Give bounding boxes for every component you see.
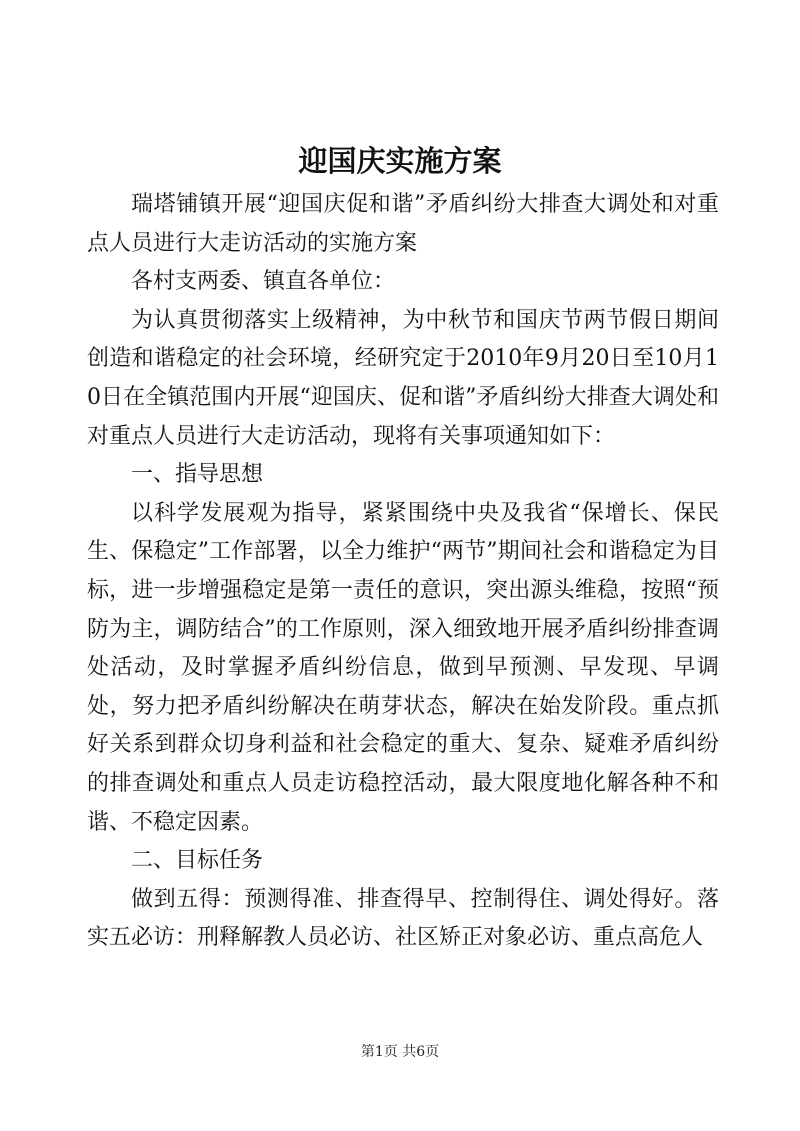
page-footer: 第1页 共6页 (360, 1044, 440, 1060)
document-body (87, 186, 719, 958)
paragraph-guiding-ideology: 以科学发展观为指导，紧紧围绕中央及我省“保增长、保民生、保稳定”工作部署，以全力维护“两节”期间社会和谐稳定为目标，进一步增强稳定是第一责任的意识，突出源头维稳，按照“预防为主，调防结合”的工作原则，深入细致地开展矛盾纠纷排查调处活动，及时掌握矛盾纠纷信息，做到早预测、早发现、早调处，努力把矛盾纠纷解决在萌芽状态，解决在始发阶段。重点抓好关系到群众切身利益和社会稳定的重大、复杂、疑难矛盾纠纷的排查调处和重点人员走访稳控活动，最大限度地化解各种不和谐、不稳定因素。 (87, 500, 719, 835)
paragraph-intro: 为认真贯彻落实上级精神，为中秋节和国庆节两节假日期间创造和谐稳定的社会环境，经研究定于2010年9月20日至10月10日在全镇范围内开展“迎国庆、促和谐”矛盾纠纷大排查大调处和对重点人员进行大走访活动，现将有关事项通知如下： (87, 307, 719, 449)
paragraph-goals-tasks: 做到五得：预测得准、排查得早、控制得住、调处得好。落实五必访：刑释解教人员必访、社区矫正对象必访、重点高危人 (87, 886, 719, 951)
heading-guiding-ideology: 一、指导思想 (131, 462, 264, 488)
paragraph-subtitle: 瑞塔铺镇开展“迎国庆促和谐”矛盾纠纷大排查大调处和对重点人员进行大走访活动的实施方案 (87, 192, 719, 256)
heading-goals-tasks: 二、目标任务 (131, 848, 264, 874)
paragraph-salutation: 各村支两委、镇直各单位： (131, 269, 396, 295)
document-title: 迎国庆实施方案 (298, 144, 502, 178)
